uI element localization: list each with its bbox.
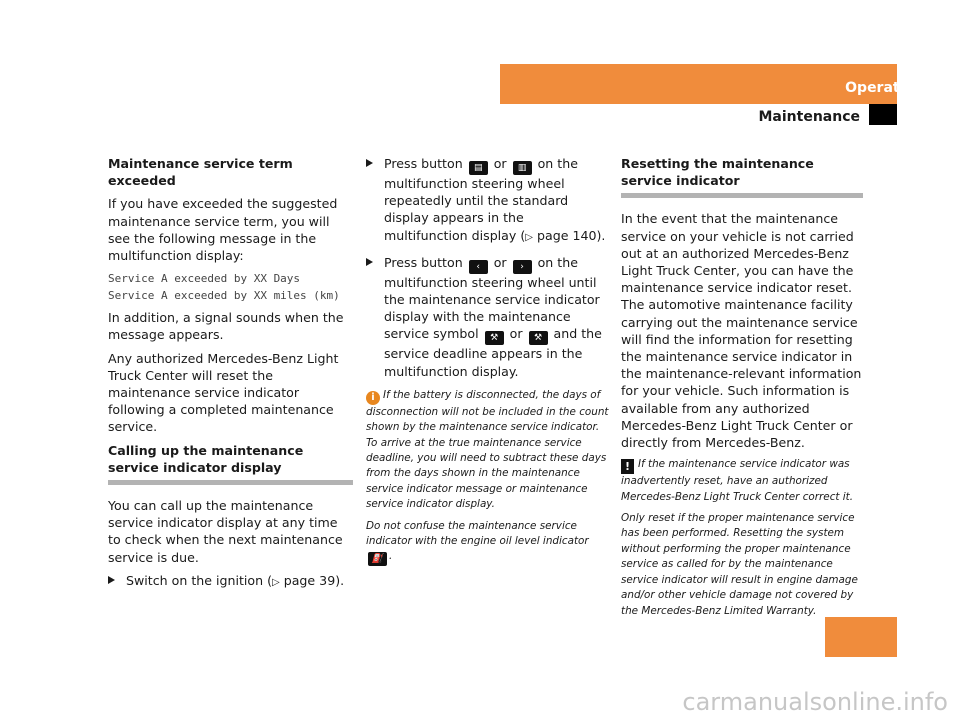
heading-calling-up: Calling up the maintenance service indicator display [108, 442, 353, 485]
wrench-alt-icon: ⚒ [529, 331, 548, 345]
info-note-oil: Do not confuse the maintenance service indicator with the engine oil level indicator ⛽ . [366, 519, 589, 565]
arrow-left-button-icon: ‹ [469, 260, 488, 274]
page-number: 313 [898, 622, 928, 638]
column-right [621, 155, 863, 625]
warning-icon: ! [621, 459, 634, 474]
oil-level-icon: ⛽ [368, 552, 387, 566]
page-ref-arrow-icon: ▷ [525, 231, 533, 243]
warning-note: ! If the maintenance service indicator was inadvertently reset, have an authorized Mercedes-Benz Light Truck Center correct it. [621, 458, 854, 503]
section-title: Maintenance [758, 109, 860, 125]
watermark: carmanualsonline.info [682, 688, 948, 716]
info-note: i If the battery is disconnected, the days of disconnection will not be included in the count shown by the maintenance service indicator. To arrive at the true maintenance service deadline, you will need to subtract these days from the days shown in the maintenance service indicator message or maintenance service indicator display. [366, 388, 609, 511]
paragraph: If you have exceeded the suggested maintenance service term, you will see the following message in the multifunction display: [108, 196, 338, 264]
page-number-box [825, 617, 897, 657]
column-left [108, 155, 353, 599]
bullet-item: Press button ▤ or ▥ on the multifunction steering wheel repeatedly until the standard display appears in the multifunction display (▷ page 140). [366, 155, 610, 246]
paragraph: In addition, a signal sounds when the message appears. [108, 310, 344, 343]
page-ref-arrow-icon: ▷ [272, 576, 280, 588]
paragraph: You can call up the maintenance service indicator display at any time to check when the next maintenance service is due. [108, 498, 343, 565]
header-band [500, 64, 897, 104]
section-marker [869, 104, 897, 125]
heading-term-exceeded: Maintenance service term exceeded [108, 156, 293, 189]
display-up-button-icon: ▤ [469, 161, 488, 175]
display-line-miles: Service A exceeded by XX miles (km) [108, 289, 340, 303]
paragraph: In the event that the maintenance service on your vehicle is not carried out at an authorized Mercedes-Benz Light Truck Center, you can have the maintenance service indicator reset. The automotive maintenance facility carrying out the maintenance service will find the information for resetting the maintenance service indicator in the maintenance-relevant information for your vehicle. Such information is available from any authorized Mercedes-Benz Light Truck Center or directly from Mercedes-Benz. [621, 211, 862, 451]
chapter-title: Operation [845, 80, 924, 96]
bullet-triangle-icon [366, 258, 373, 266]
display-line-days: Service A exceeded by XX Days [108, 272, 301, 286]
paragraph: Any authorized Mercedes-Benz Light Truck Center will reset the maintenance service indicator following a completed maintenance service. [108, 350, 339, 435]
info-icon: i [366, 391, 380, 405]
heading-resetting: Resetting the maintenance service indicator [621, 155, 863, 198]
arrow-right-button-icon: › [513, 260, 532, 274]
bullet-triangle-icon [366, 159, 373, 167]
column-middle [366, 155, 610, 572]
bullet-triangle-icon [108, 576, 115, 584]
display-down-button-icon: ▥ [513, 161, 532, 175]
wrench-icon: ⚒ [485, 331, 504, 345]
display-message [108, 270, 353, 304]
bullet-item: Press button ‹ or › on the multifunction steering wheel until the maintenance service indicator display with the maintenance service symbol ⚒ or ⚒ and the service deadline appears in the multifunction display. [366, 254, 610, 380]
warning-note-detail: Only reset if the proper maintenance service has been performed. Resetting the system without performing the proper maintenance service as called for by the maintenance service indicator will result in engine damage and/or other vehicle damage not covered by the Mercedes-Benz Limited Warranty. [621, 512, 858, 617]
bullet-item: Switch on the ignition (▷ page 39). [108, 572, 353, 591]
